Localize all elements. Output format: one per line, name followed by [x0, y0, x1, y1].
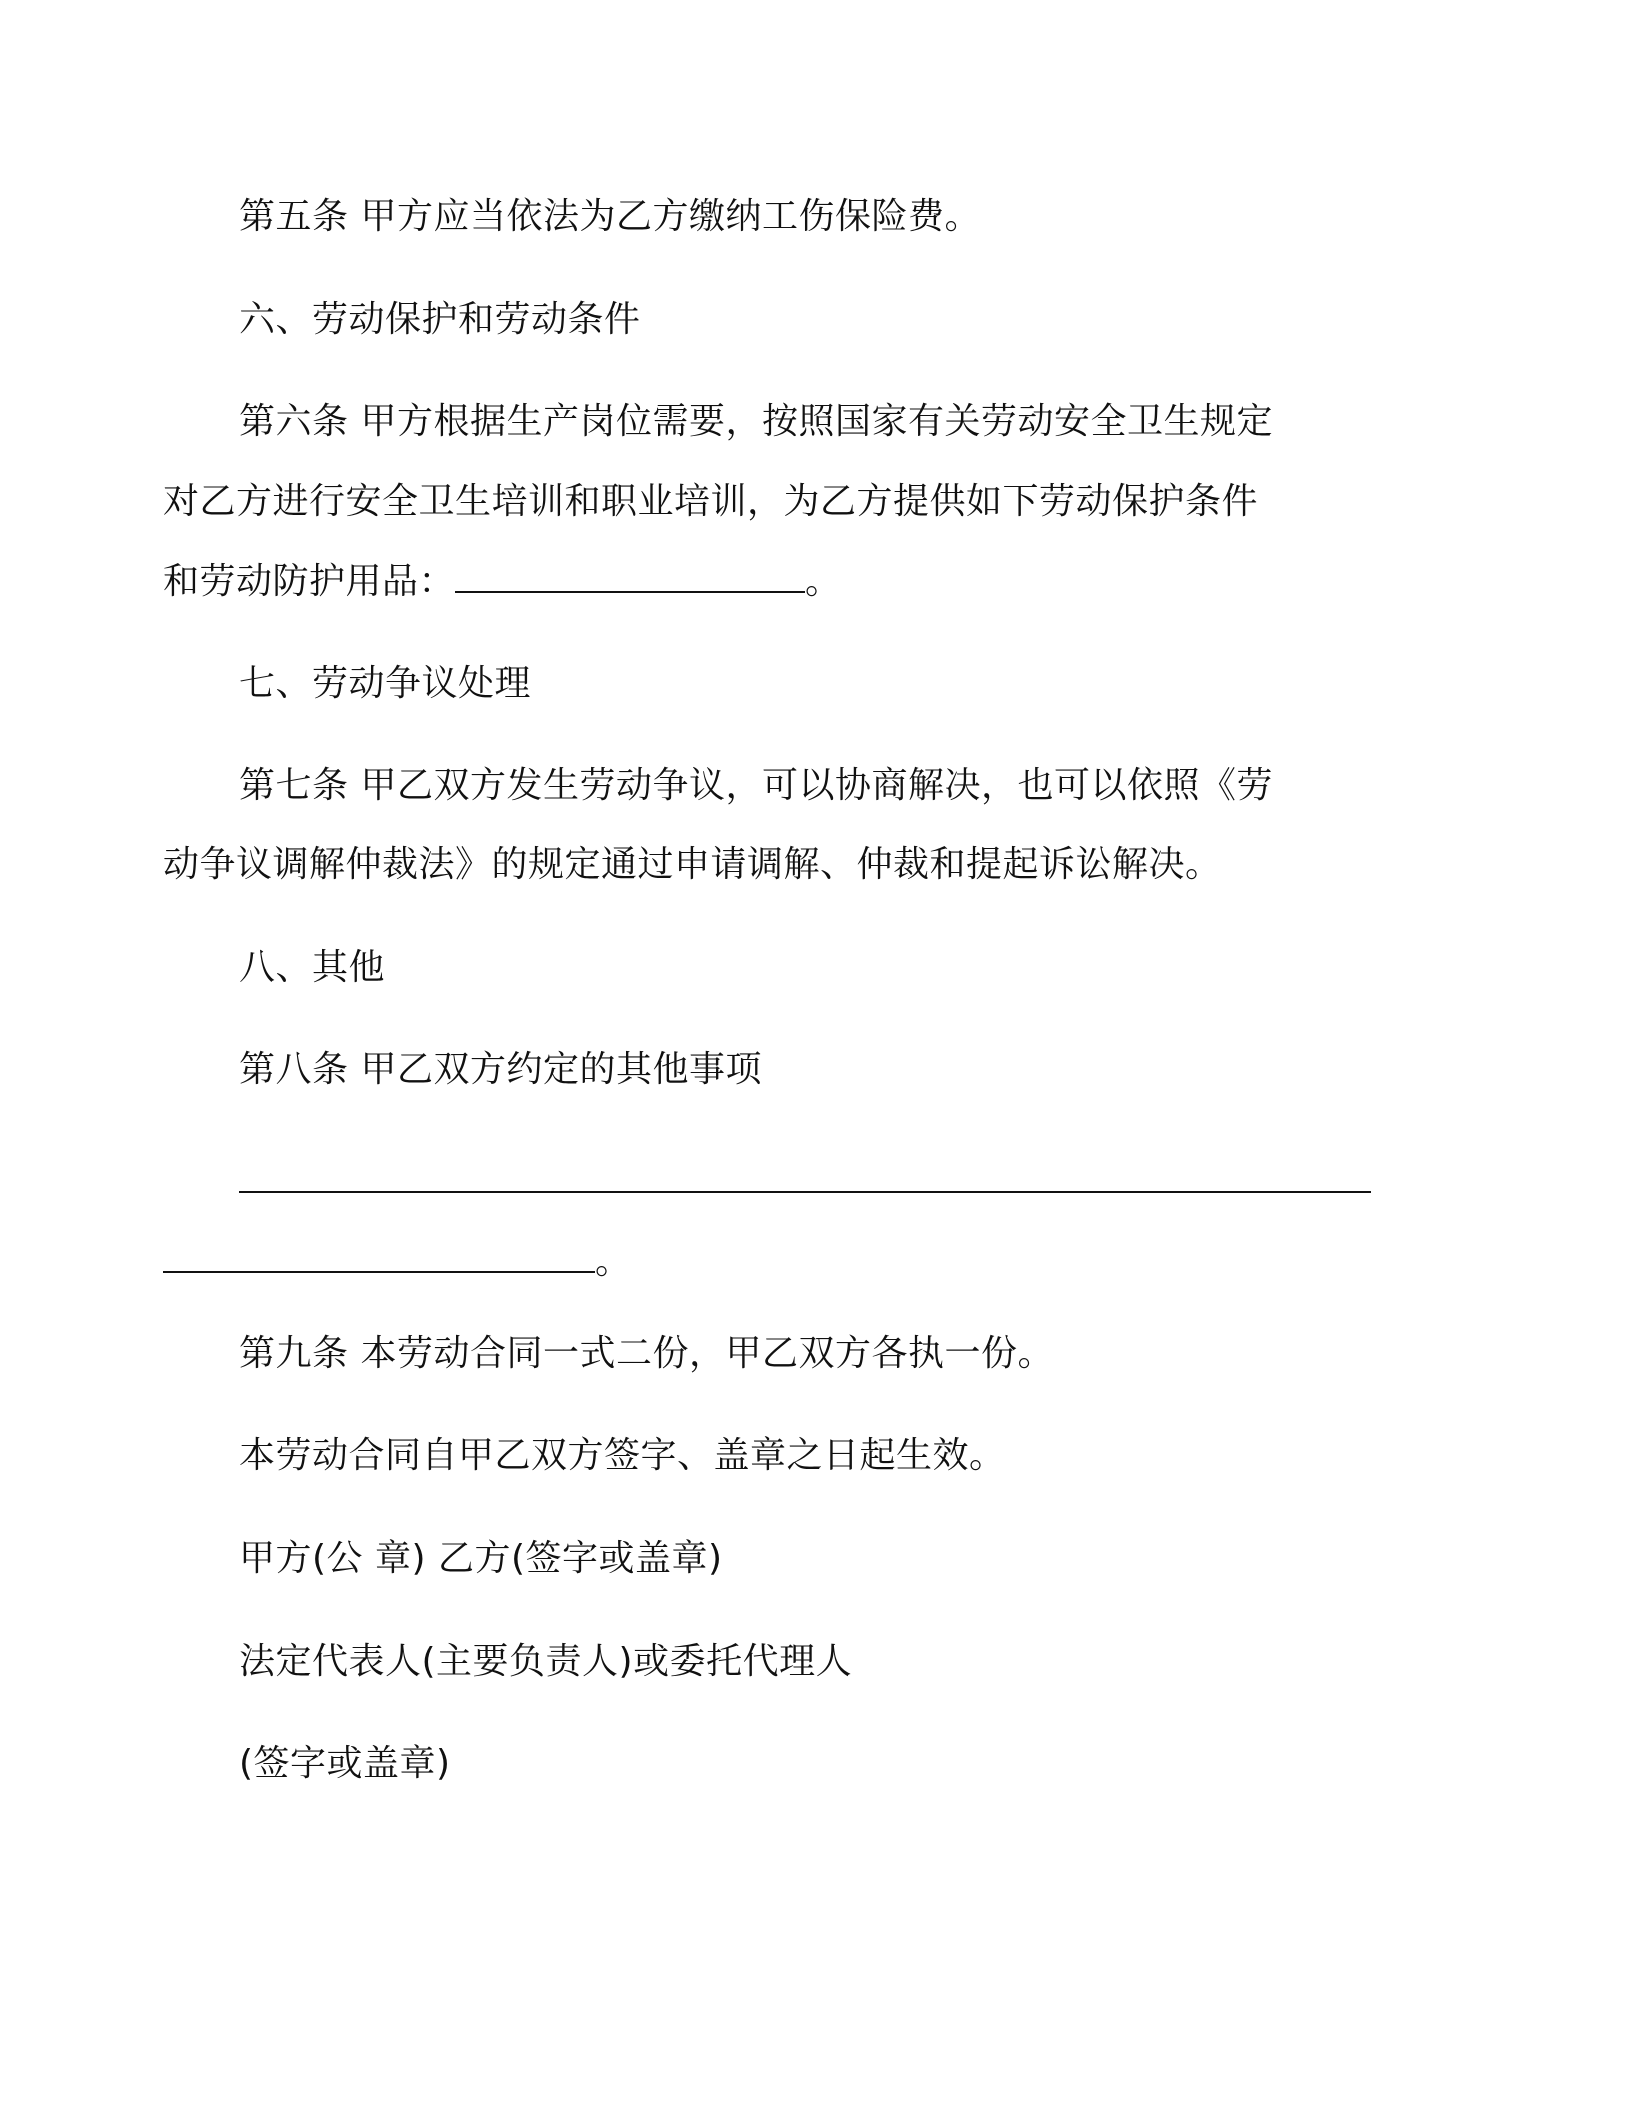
article-6-line-3 [163, 560, 1313, 604]
other-matters-blank-2[interactable] [163, 1241, 595, 1273]
article-6-line-3-prefix: 和劳动防护用品： [163, 561, 456, 602]
article-6-line-3-suffix: 。 [805, 561, 842, 602]
article-6-line-2 [163, 480, 1389, 524]
other-matters-blank-1[interactable] [239, 1161, 1371, 1193]
sign-or-seal: (签字或盖章) [239, 1743, 451, 1784]
article-8-blank-line-2 [163, 1240, 1313, 1284]
protective-equipment-blank[interactable] [455, 561, 805, 593]
effective-clause: 本劳动合同自甲乙双方签字、盖章之日起生效。 [239, 1435, 1006, 1476]
section-8-heading: 八、其他 [239, 947, 386, 988]
signature-parties: 甲方(公 章) 乙方(签字或盖章) [239, 1538, 723, 1579]
article-8-blank-line-1 [239, 1160, 1389, 1204]
article-8-blank-suffix: 。 [595, 1241, 632, 1282]
article-8: 第八条 甲乙双方约定的其他事项 [239, 1049, 762, 1090]
article-6-line-2-text: 对乙方进行安全卫生培训和职业培训，为乙方提供如下劳动保护条件 [163, 481, 1259, 522]
article-5: 第五条 甲方应当依法为乙方缴纳工伤保险费。 [239, 196, 981, 237]
article-6-line-1: 第六条 甲方根据生产岗位需要，按照国家有关劳动安全卫生规定 [239, 401, 1273, 442]
legal-representative: 法定代表人(主要负责人)或委托代理人 [239, 1641, 853, 1682]
section-7-heading: 七、劳动争议处理 [239, 663, 532, 704]
article-7-line-2: 动争议调解仲裁法》的规定通过申请调解、仲裁和提起诉讼解决。 [163, 844, 1222, 885]
article-7-line-1: 第七条 甲乙双方发生劳动争议，可以协商解决，也可以依照《劳 [239, 765, 1273, 806]
article-9: 第九条 本劳动合同一式二份，甲乙双方各执一份。 [239, 1333, 1054, 1374]
section-6-heading: 六、劳动保护和劳动条件 [239, 299, 641, 340]
